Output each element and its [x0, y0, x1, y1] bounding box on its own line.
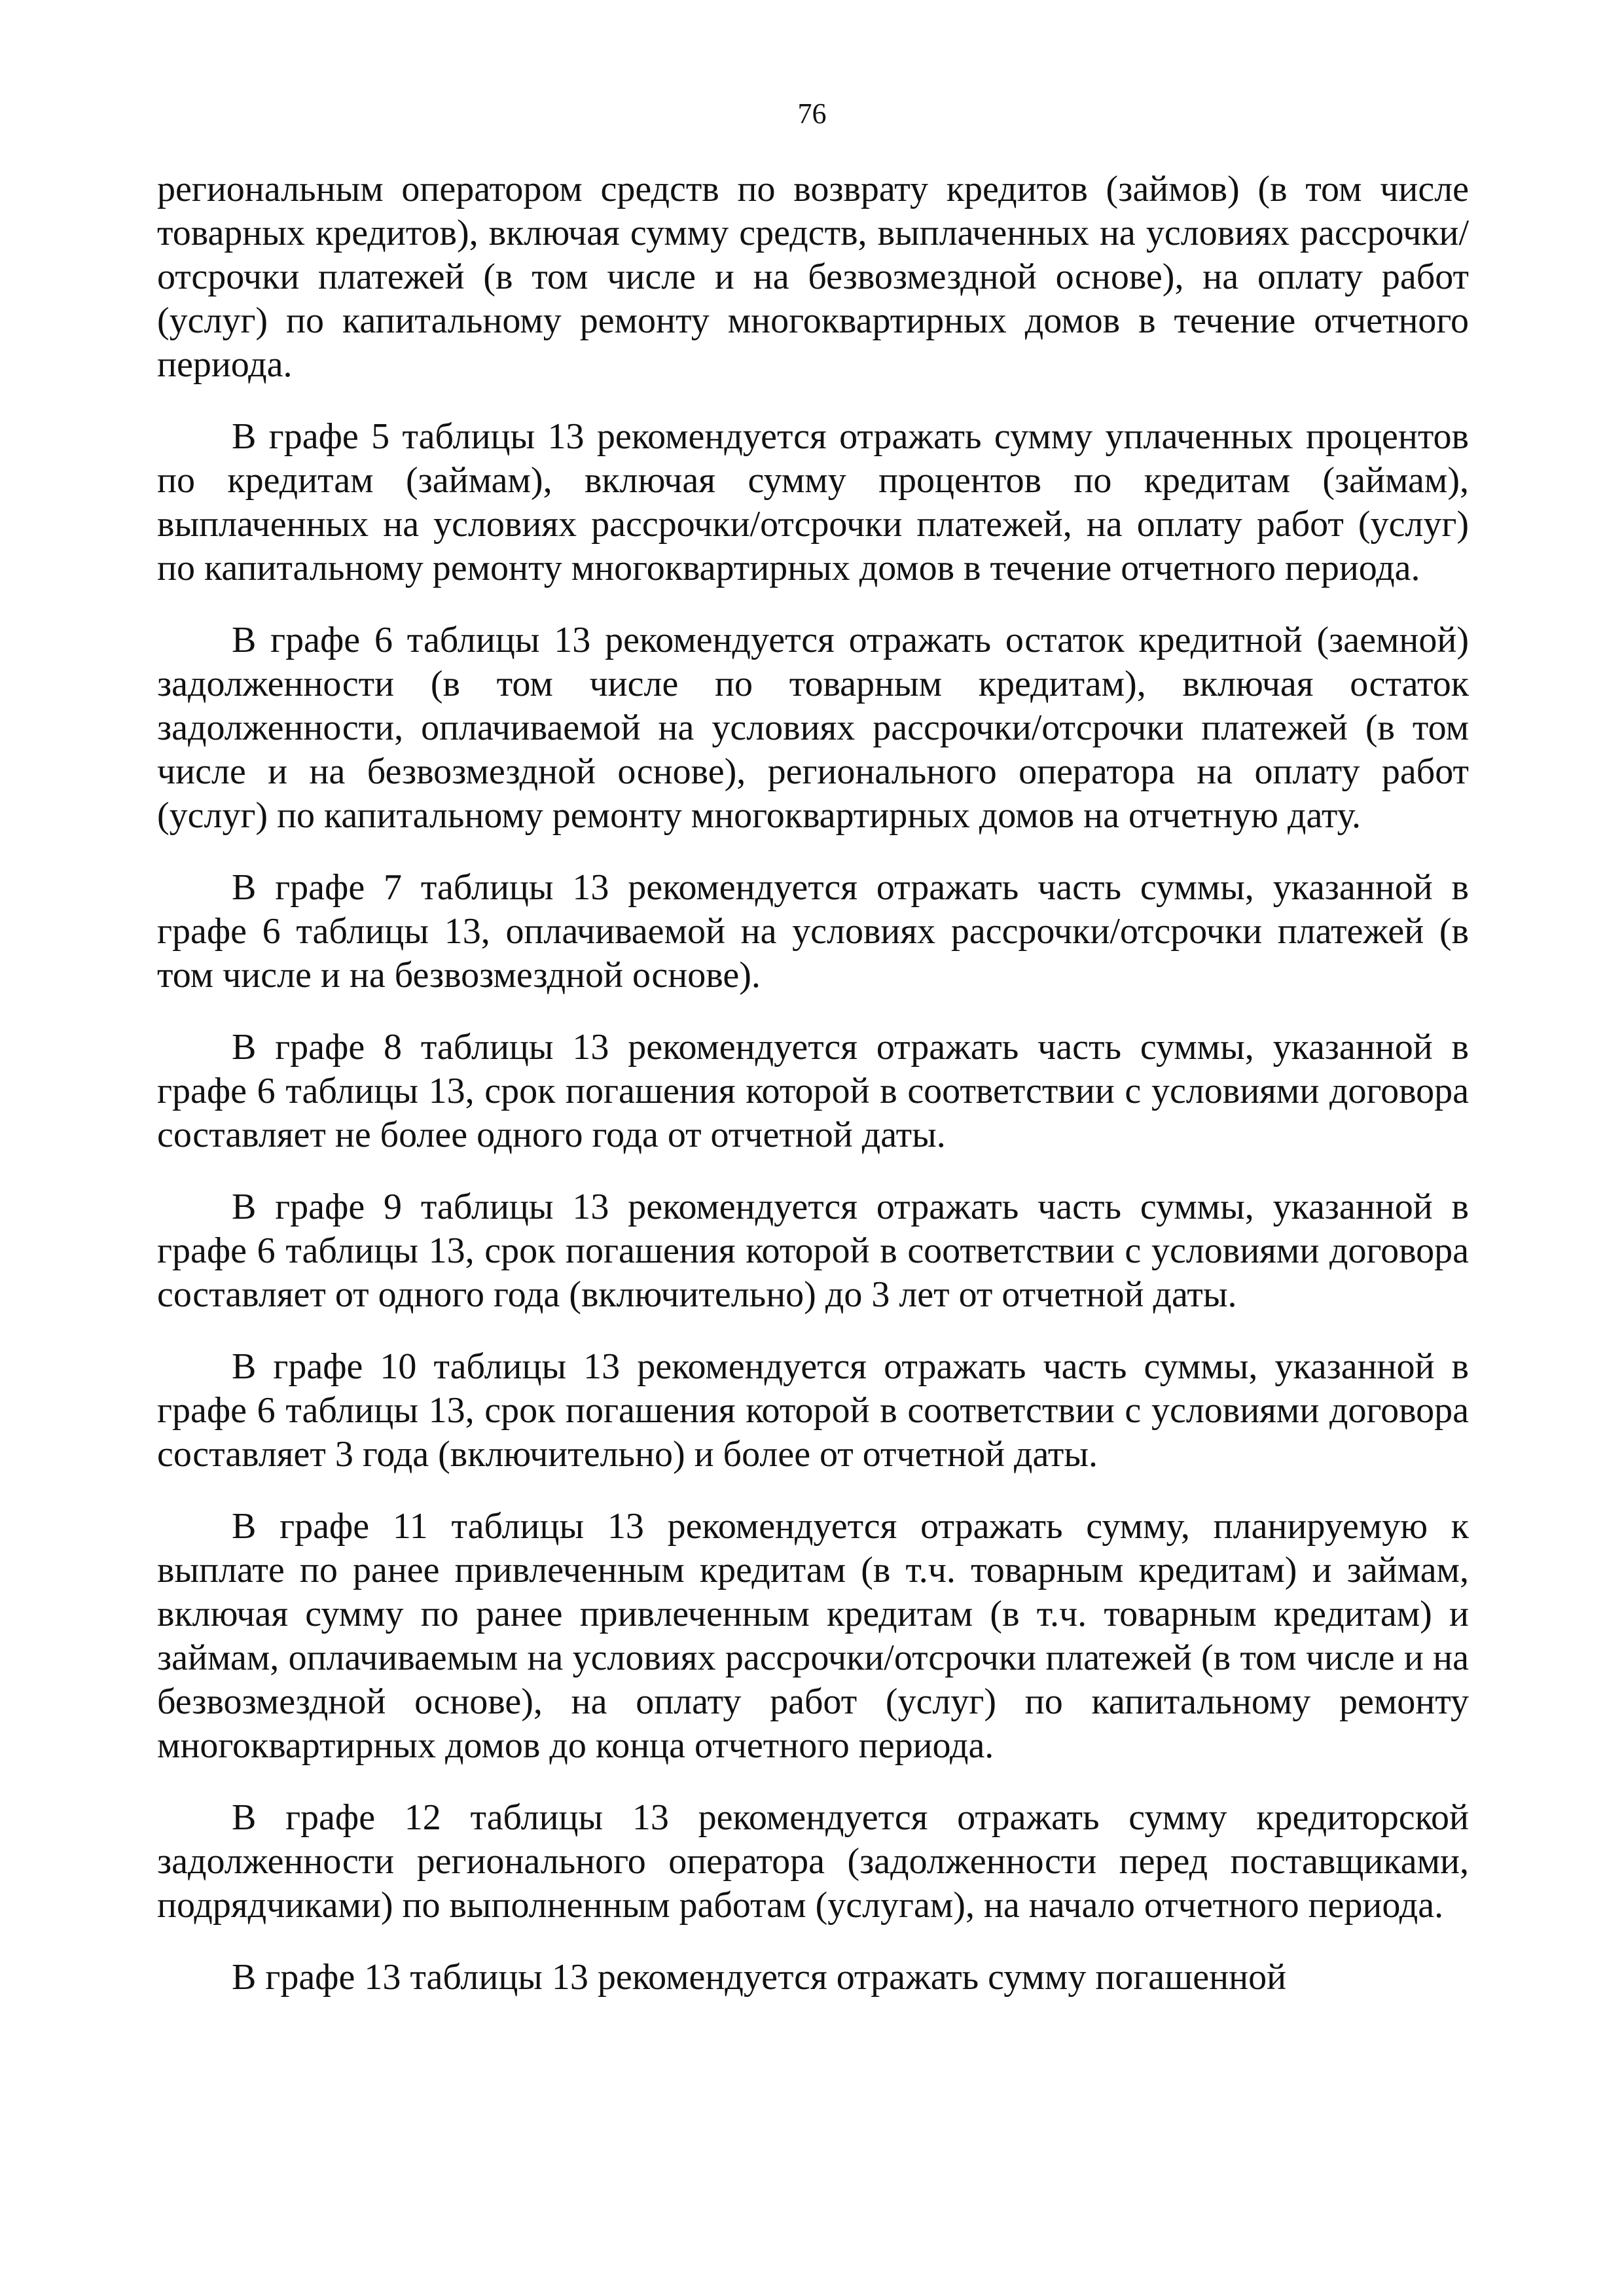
page-body — [157, 168, 1469, 2028]
paragraph-column-13: В графе 13 таблицы 13 рекомендуется отражать сумму погашенной — [232, 1957, 1287, 1998]
page-number: 76 — [797, 98, 827, 130]
paragraph-continuation: региональным оператором средств по возврату кредитов (займов) (в том числе товарных кредитов), включая сумму средств, выплаченных на условиях рассрочки/отсрочки платежей (в том числе и на безвозмездной основе), на оплату работ (услуг) по капитальному ремонту многоквартирных домов в течение отчетного периода. — [157, 169, 1469, 385]
paragraph-column-5: В графе 5 таблицы 13 рекомендуется отражать сумму уплаченных процентов по кредитам (займам), включая сумму процентов по кредитам (займам), выплаченных на условиях рассрочки/отсрочки платежей, на оплату работ (услуг) по капитальному ремонту многоквартирных домов в течение отчетного периода. — [157, 416, 1469, 588]
paragraph-column-8: В графе 8 таблицы 13 рекомендуется отражать часть суммы, указанной в графе 6 таблицы 13, срок погашения которой в соответствии с условиями договора составляет не более одного года от отчетной даты. — [157, 1027, 1469, 1155]
paragraph-column-7: В графе 7 таблицы 13 рекомендуется отражать часть суммы, указанной в графе 6 таблицы 13, оплачиваемой на условиях рассрочки/отсрочки платежей (в том числе и на безвозмездной основе). — [157, 867, 1469, 996]
paragraph-column-6: В графе 6 таблицы 13 рекомендуется отражать остаток кредитной (заемной) задолженности (в том числе по товарным кредитам), включая остаток задолженности, оплачиваемой на условиях рассрочки/отсрочки платежей (в том числе и на безвозмездной основе), регионального оператора на оплату работ (услуг) по капитальному ремонту многоквартирных домов на отчетную дату. — [157, 620, 1469, 836]
paragraph-column-9: В графе 9 таблицы 13 рекомендуется отражать часть суммы, указанной в графе 6 таблицы 13, срок погашения которой в соответствии с условиями договора составляет от одного года (включительно) до 3 лет от отчетной даты. — [157, 1187, 1469, 1315]
paragraph-column-12: В графе 12 таблицы 13 рекомендуется отражать сумму кредиторской задолженности регионального оператора (задолженности перед поставщиками, подрядчиками) по выполненным работам (услугам), на начало отчетного периода. — [157, 1797, 1469, 1926]
paragraph-column-11: В графе 11 таблицы 13 рекомендуется отражать сумму, планируемую к выплате по ранее привлеченным кредитам (в т.ч. товарным кредитам) и займам, включая сумму по ранее привлеченным кредитам (в т.ч. товарным кредитам) и займам, оплачиваемым на условиях рассрочки/отсрочки платежей (в том числе и на безвозмездной основе), на оплату работ (услуг) по капитальному ремонту многоквартирных домов до конца отчетного периода. — [157, 1506, 1469, 1766]
paragraph-column-10: В графе 10 таблицы 13 рекомендуется отражать часть суммы, указанной в графе 6 таблицы 13, срок погашения которой в соответствии с условиями договора составляет 3 года (включительно) и более от отчетной даты. — [157, 1346, 1469, 1475]
